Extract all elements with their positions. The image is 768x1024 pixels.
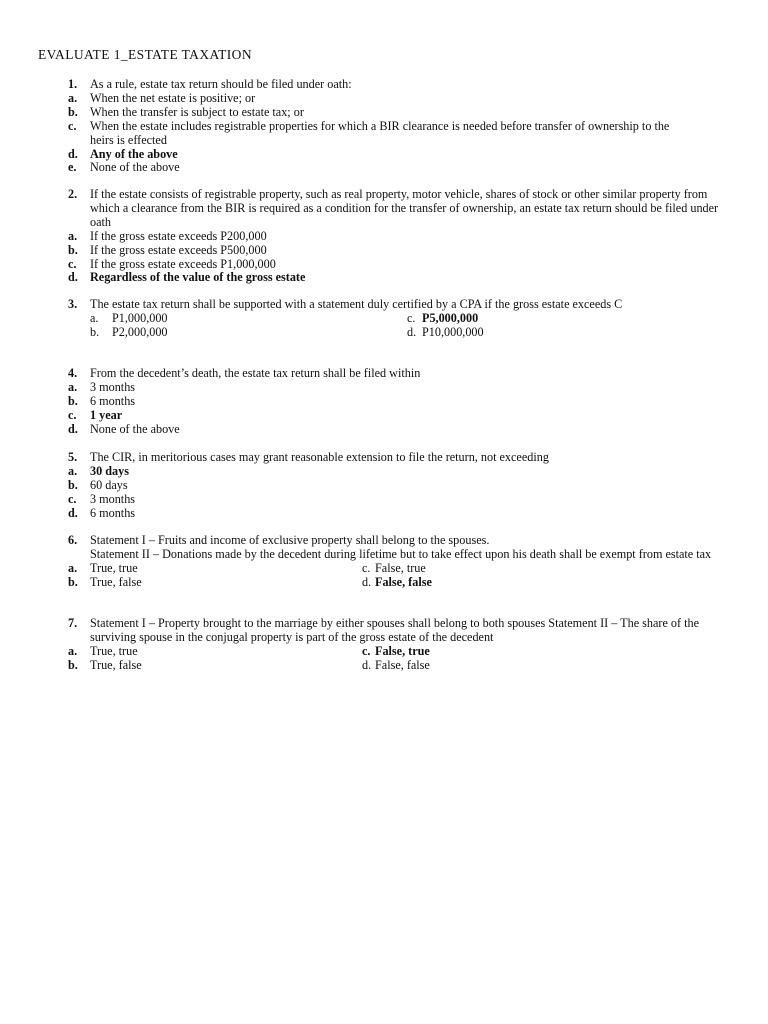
- option-letter: c.: [362, 560, 371, 575]
- option-d: [362, 576, 432, 590]
- option-text: P5,000,000: [422, 310, 479, 325]
- option-c: [362, 645, 430, 659]
- option-b: [68, 395, 728, 409]
- option-letter: c.: [407, 310, 416, 325]
- option-text: If the gross estate exceeds P200,000: [90, 228, 267, 243]
- option-text: When the net estate is positive; or: [90, 90, 256, 105]
- option-letter: d.: [68, 146, 78, 161]
- option-d: [68, 271, 728, 285]
- option-b: [90, 326, 168, 340]
- option-letter: d.: [362, 574, 372, 589]
- option-d: [68, 507, 728, 521]
- option-text: 3 months: [90, 491, 136, 506]
- option-letter: c.: [68, 256, 77, 271]
- option-text: P1,000,000: [112, 310, 168, 325]
- option-c: [68, 258, 728, 272]
- question-4: [68, 367, 728, 437]
- question-3: [68, 298, 728, 340]
- option-letter: d.: [407, 324, 417, 339]
- option-text: 3 months: [90, 379, 136, 394]
- option-letter: a.: [68, 90, 78, 105]
- option-letter: d.: [68, 505, 78, 520]
- option-letter: c.: [362, 643, 371, 658]
- option-text: 6 months: [90, 505, 136, 520]
- option-letter: a.: [68, 379, 78, 394]
- question-6: [68, 534, 728, 590]
- option-text: None of the above: [90, 421, 180, 436]
- option-c: [407, 312, 478, 326]
- option-e: [68, 161, 728, 175]
- option-letter: b.: [68, 574, 78, 589]
- option-a: [68, 381, 728, 395]
- option-grid: [68, 312, 728, 340]
- statement-1: Statement I – Fruits and income of exclusive property shall belong to the spouses.: [90, 533, 490, 547]
- question-text: The CIR, in meritorious cases may grant reasonable extension to file the return, not exceeding: [90, 450, 549, 464]
- question-number: 1.: [68, 77, 78, 91]
- option-text: If the gross estate exceeds P500,000: [90, 242, 267, 257]
- option-a: [90, 312, 168, 326]
- option-a: [68, 92, 728, 106]
- option-text: None of the above: [90, 160, 180, 175]
- option-text: When the transfer is subject to estate tax; or: [90, 104, 304, 119]
- question-number: 6.: [68, 533, 78, 547]
- option-letter: e.: [68, 160, 77, 175]
- question-text: Statement I – Property brought to the marriage by either spouses shall belong to both spouses Statement II – The share of the surviving spouse in the conjugal property is part of the gross estate of the decedent: [90, 616, 700, 644]
- option-text: False, true: [375, 560, 426, 575]
- option-text: False, true: [375, 643, 430, 658]
- option-b: [68, 244, 728, 258]
- option-letter: d.: [68, 270, 78, 285]
- option-c: [362, 562, 426, 576]
- option-text: False, false: [375, 574, 432, 589]
- option-d: [362, 659, 430, 673]
- option-d: [407, 326, 484, 340]
- option-letter: a.: [90, 310, 99, 325]
- option-text: When the estate includes registrable properties for which a BIR clearance is needed before transfer of ownership to the heirs is effected: [90, 118, 670, 147]
- option-b: [68, 479, 728, 493]
- option-text: 60 days: [90, 477, 128, 492]
- option-d: [68, 148, 728, 162]
- option-d: [68, 423, 728, 437]
- question-number: 7.: [68, 616, 78, 630]
- option-text: If the gross estate exceeds P1,000,000: [90, 256, 276, 271]
- question-number: 3.: [68, 297, 78, 311]
- question-1: [68, 78, 728, 175]
- question-number: 4.: [68, 366, 78, 380]
- question-text: From the decedent’s death, the estate tax return shall be filed within: [90, 366, 421, 380]
- option-letter: a.: [68, 463, 78, 478]
- option-text: Regardless of the value of the gross estate: [90, 270, 306, 285]
- option-a: [68, 562, 138, 576]
- option-text: False, false: [375, 657, 430, 672]
- question-number: 2.: [68, 187, 78, 201]
- option-letter: b.: [68, 657, 78, 672]
- option-text: True, true: [90, 643, 138, 658]
- question-2: [68, 188, 728, 285]
- option-b: [68, 659, 142, 673]
- option-c: [68, 409, 728, 423]
- option-text: 30 days: [90, 463, 129, 478]
- option-c: [68, 120, 690, 148]
- option-letter: b.: [90, 324, 100, 339]
- option-grid: [68, 562, 728, 590]
- option-letter: b.: [68, 477, 78, 492]
- question-text: The estate tax return shall be supported with a statement duly certified by a CPA if the gross estate exceeds C: [90, 297, 623, 311]
- option-b: [68, 106, 728, 120]
- option-letter: b.: [68, 393, 78, 408]
- question-number: 5.: [68, 450, 78, 464]
- statement-2: Statement II – Donations made by the decedent during lifetime but to take effect upon his death shall be exempt from estate tax: [90, 546, 712, 561]
- option-text: P10,000,000: [422, 324, 484, 339]
- option-letter: a.: [68, 643, 78, 658]
- option-text: True, false: [90, 657, 142, 672]
- question-7: [68, 617, 728, 673]
- option-letter: d.: [362, 657, 372, 672]
- option-a: [68, 230, 728, 244]
- option-text: True, false: [90, 574, 142, 589]
- question-text: If the estate consists of registrable property, such as real property, motor vehicle, shares of stock or other similar property from which a clearance from the BIR is required as a condition for the transfer of ownership, an estate tax return should be filed under oath: [90, 187, 719, 229]
- option-letter: a.: [68, 560, 78, 575]
- question-text: As a rule, estate tax return should be filed under oath:: [90, 77, 352, 91]
- option-letter: c.: [68, 118, 77, 133]
- option-c: [68, 493, 728, 507]
- option-letter: b.: [68, 242, 78, 257]
- option-b: [68, 576, 142, 590]
- option-letter: a.: [68, 228, 78, 243]
- option-letter: c.: [68, 407, 77, 422]
- document-title: EVALUATE 1_ESTATE TAXATION: [38, 47, 252, 62]
- option-text: P2,000,000: [112, 324, 168, 339]
- option-a: [68, 465, 728, 479]
- option-letter: c.: [68, 491, 77, 506]
- question-5: [68, 451, 728, 521]
- option-text: True, true: [90, 560, 138, 575]
- option-text: 1 year: [90, 407, 123, 422]
- option-letter: d.: [68, 421, 78, 436]
- option-a: [68, 645, 138, 659]
- option-text: Any of the above: [90, 146, 178, 161]
- option-letter: b.: [68, 104, 78, 119]
- option-text: 6 months: [90, 393, 136, 408]
- option-grid: [68, 645, 728, 673]
